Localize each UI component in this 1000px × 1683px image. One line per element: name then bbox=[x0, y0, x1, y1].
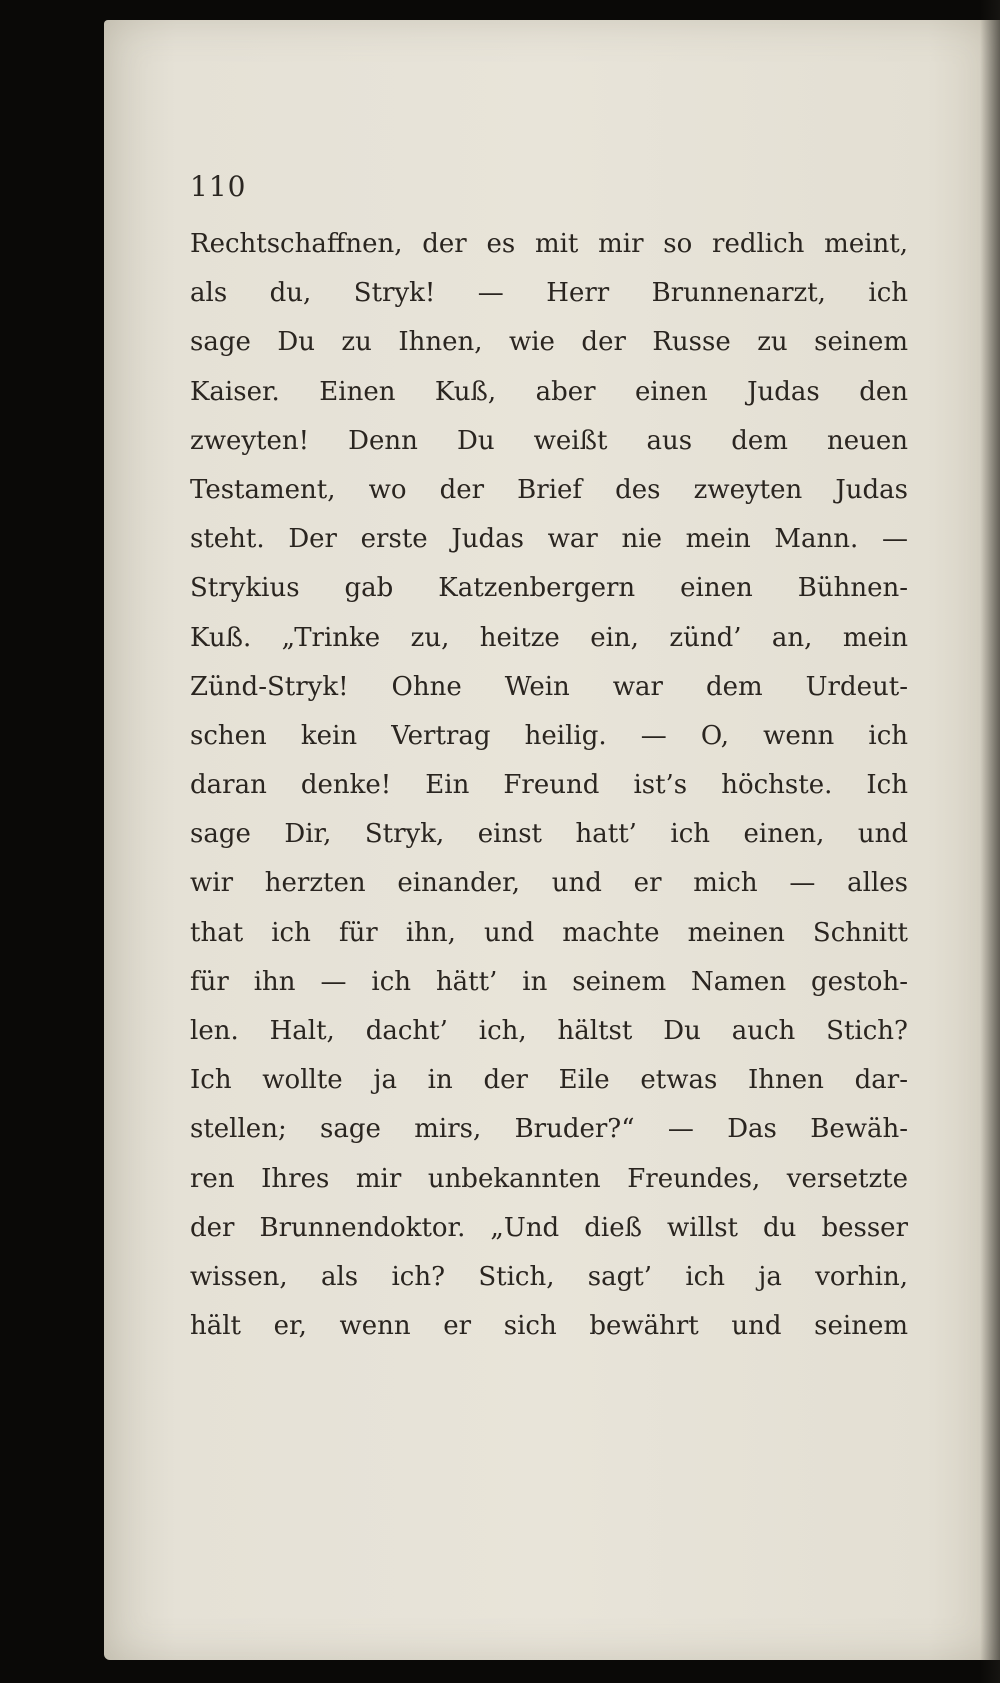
text-line: als du, Stryk! — Herr Brunnenarzt, ich bbox=[190, 278, 908, 309]
text-line: that ich für ihn, und machte meinen Schnitt bbox=[190, 917, 908, 948]
page-edge-shadow bbox=[980, 0, 1000, 1683]
text-line: sage Dir, Stryk, einst hatt’ ich einen, und bbox=[190, 819, 908, 850]
text-line: stellen; sage mirs, Bruder?“ — Das Bewäh- bbox=[190, 1114, 908, 1145]
text-line: steht. Der erste Judas war nie mein Mann. — bbox=[190, 524, 908, 555]
text-line: hält er, wenn er sich bewährt und seinem bbox=[190, 1311, 908, 1342]
text-line: schen kein Vertrag heilig. — O, wenn ich bbox=[190, 720, 908, 751]
text-line: Kuß. „Trinke zu, heitze ein, zünd’ an, mein bbox=[190, 622, 908, 653]
text-line: Zünd-Stryk! Ohne Wein war dem Urdeut- bbox=[190, 671, 908, 702]
page-number: 110 bbox=[190, 170, 247, 203]
text-line: Kaiser. Einen Kuß, aber einen Judas den bbox=[190, 376, 908, 407]
text-line: Strykius gab Katzenbergern einen Bühnen- bbox=[190, 573, 908, 604]
text-line: der Brunnendoktor. „Und dieß willst du besser bbox=[190, 1212, 908, 1243]
text-line: ren Ihres mir unbekannten Freundes, versetzte bbox=[190, 1163, 908, 1194]
text-line: Ich wollte ja in der Eile etwas Ihnen dar- bbox=[190, 1065, 908, 1096]
text-line: Rechtschaffnen, der es mit mir so redlich meint, bbox=[190, 229, 908, 259]
text-line: wissen, als ich? Stich, sagt’ ich ja vorhin, bbox=[190, 1261, 908, 1292]
body-text bbox=[190, 220, 908, 1351]
text-line: len. Halt, dacht’ ich, hältst Du auch Stich? bbox=[190, 1016, 908, 1046]
text-line: wir herzten einander, und er mich — alles bbox=[190, 868, 908, 899]
text-line: für ihn — ich hätt’ in seinem Namen gestoh- bbox=[190, 966, 908, 997]
text-line: zweyten! Denn Du weißt aus dem neuen bbox=[190, 425, 908, 456]
text-line: Testament, wo der Brief des zweyten Judas bbox=[190, 474, 908, 505]
text-line: sage Du zu Ihnen, wie der Russe zu seinem bbox=[190, 327, 908, 358]
text-line: daran denke! Ein Freund ist’s höchste. Ich bbox=[190, 770, 908, 801]
